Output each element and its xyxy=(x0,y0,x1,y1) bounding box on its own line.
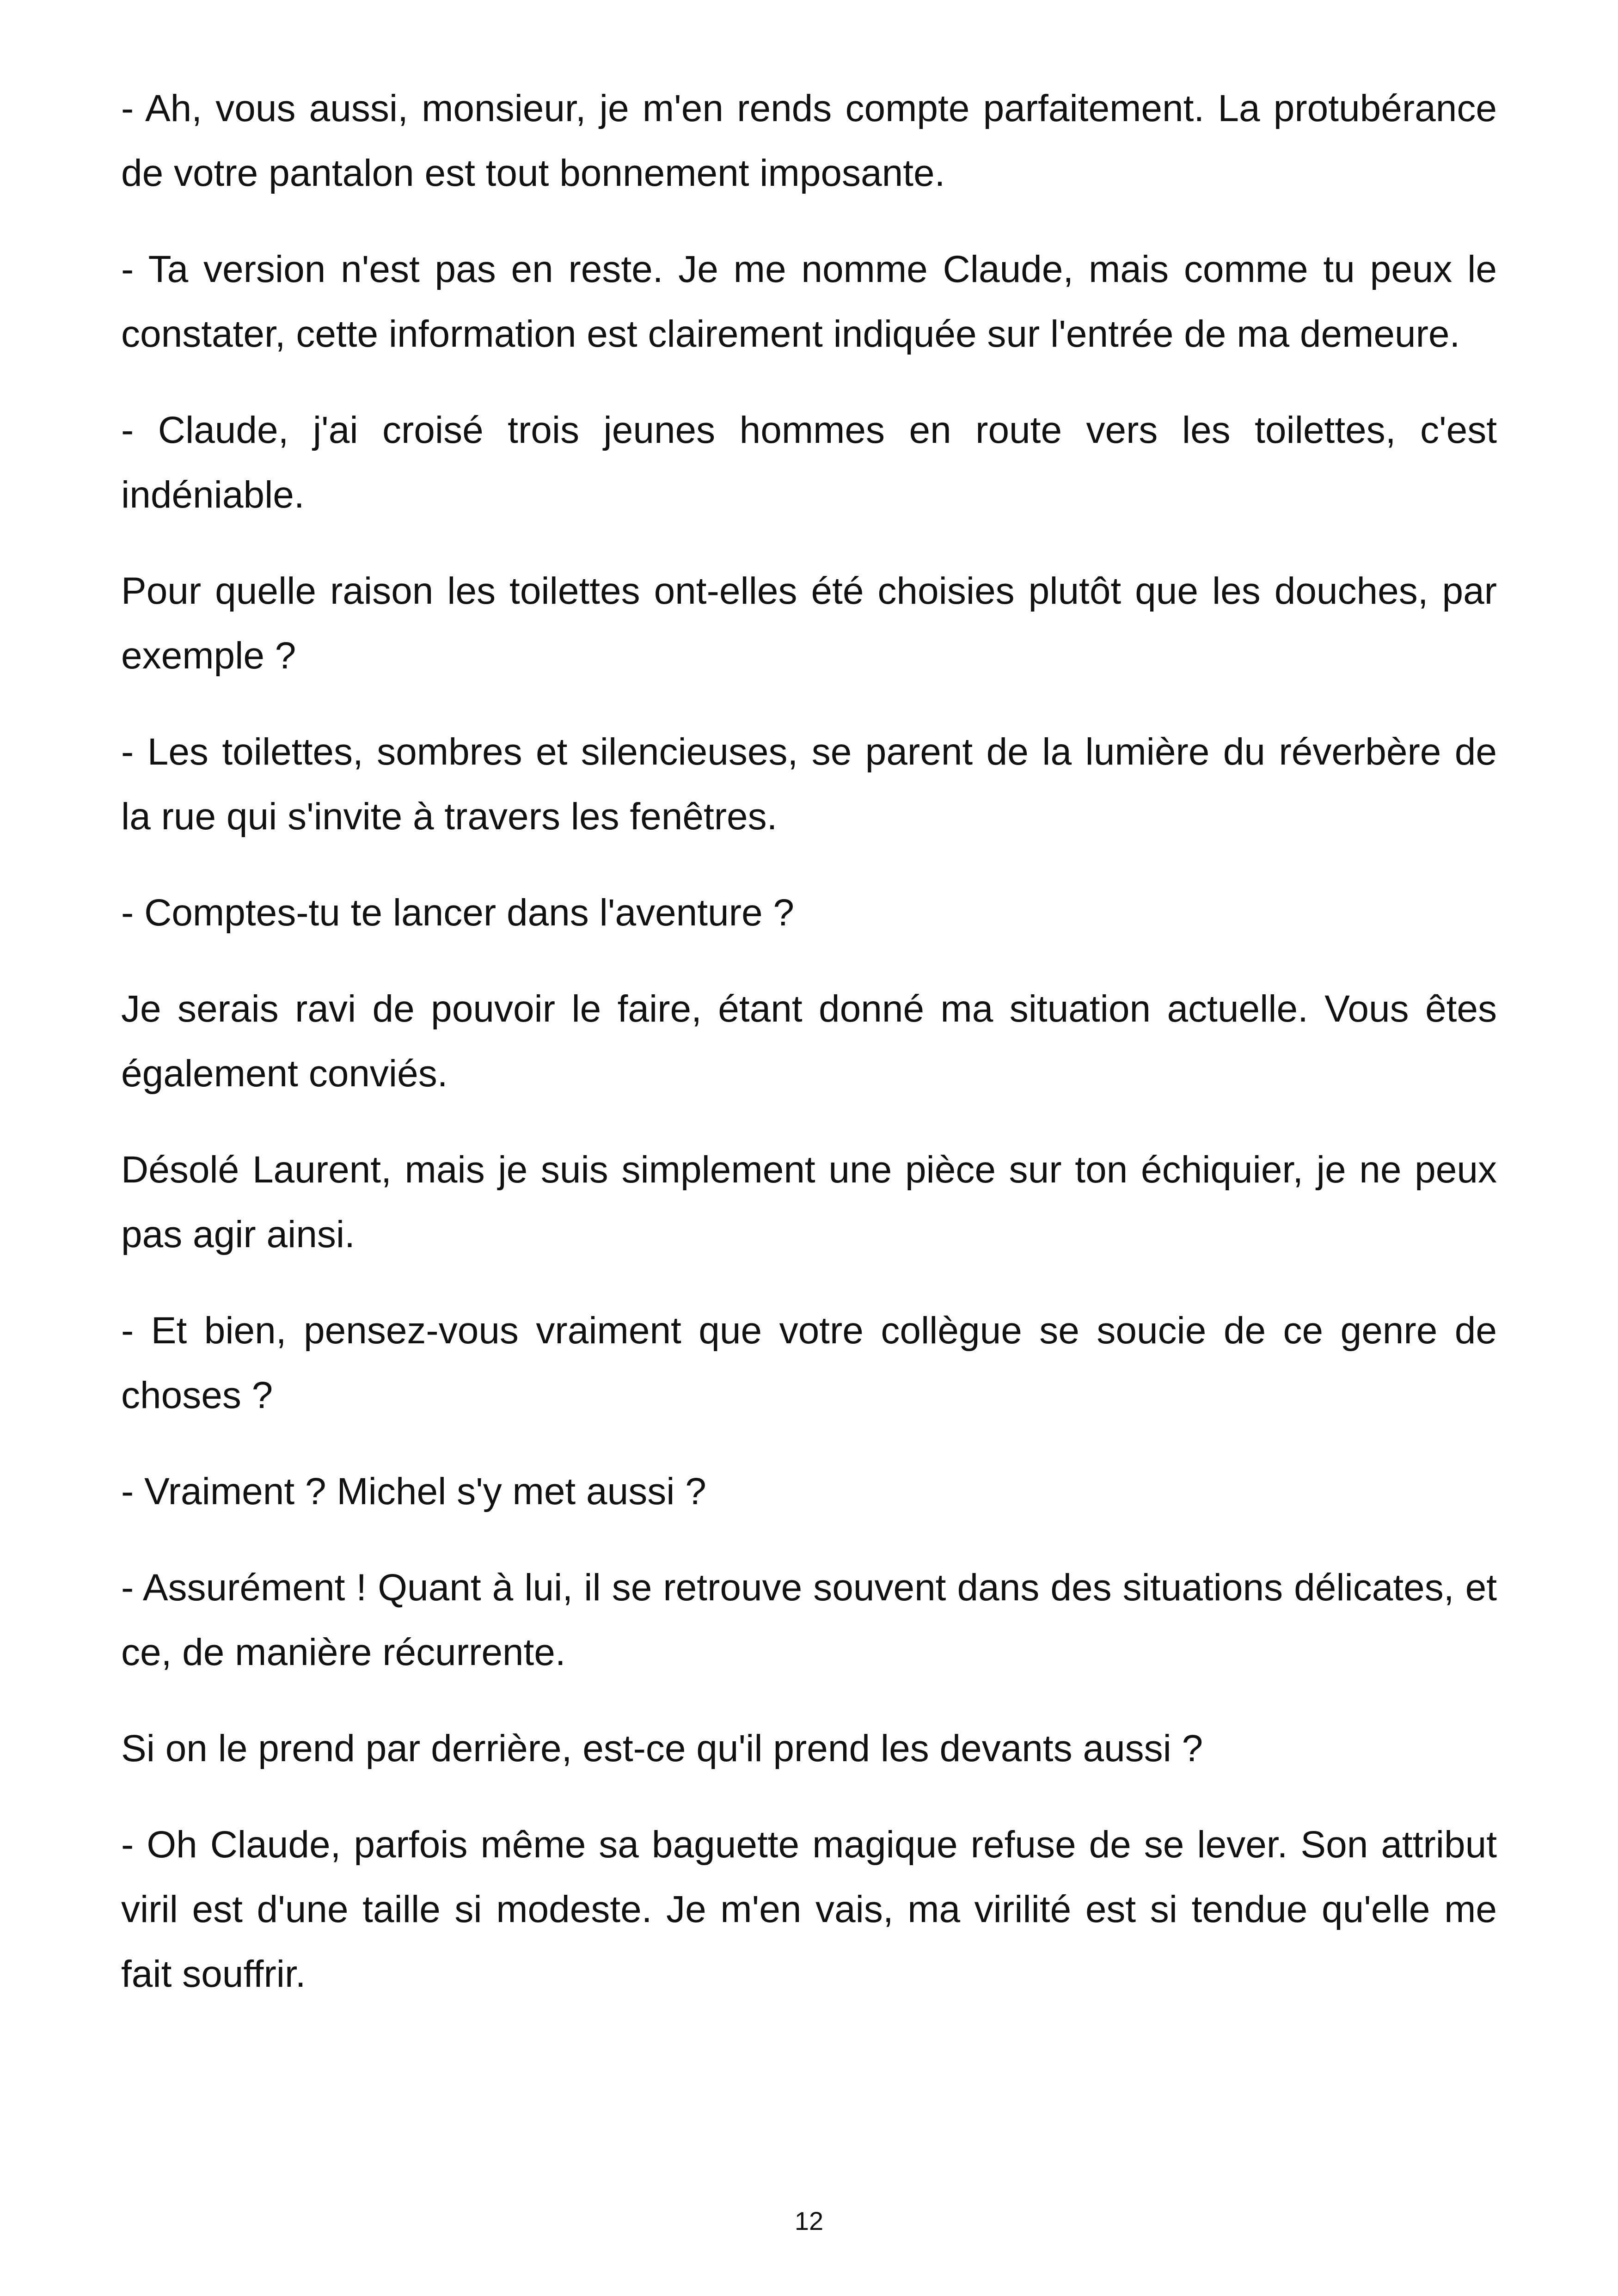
paragraph: - Et bien, pensez-vous vraiment que votre collègue se soucie de ce genre de choses ? xyxy=(121,1310,1497,1416)
paragraph: - Claude, j'ai croisé trois jeunes hommes en route vers les toilettes, c'est indéniable. xyxy=(121,409,1497,516)
paragraph: - Ta version n'est pas en reste. Je me nomme Claude, mais comme tu peux le constater, cette information est clairement indiquée sur l'entrée de ma demeure. xyxy=(121,248,1497,355)
paragraph: - Vraiment ? Michel s'y met aussi ? xyxy=(121,1470,706,1512)
body-text xyxy=(121,76,1497,2038)
paragraph: - Assurément ! Quant à lui, il se retrouve souvent dans des situations délicates, et ce, de manière récurrente. xyxy=(121,1567,1497,1673)
paragraph: Désolé Laurent, mais je suis simplement une pièce sur ton échiquier, je ne peux pas agir ainsi. xyxy=(121,1149,1497,1255)
page-number: 12 xyxy=(794,2206,824,2235)
paragraph: - Oh Claude, parfois même sa baguette magique refuse de se lever. Son attribut viril est d'une taille si modeste. Je m'en vais, ma virilité est si tendue qu'elle me fait souffrir. xyxy=(121,1824,1497,1995)
paragraph: Je serais ravi de pouvoir le faire, étant donné ma situation actuelle. Vous êtes également conviés. xyxy=(121,988,1497,1095)
paragraph: Si on le prend par derrière, est-ce qu'il prend les devants aussi ? xyxy=(121,1727,1203,1769)
paragraph: - Ah, vous aussi, monsieur, je m'en rends compte parfaitement. La protubérance de votre pantalon est tout bonnement imposante. xyxy=(121,87,1497,194)
paragraph: Pour quelle raison les toilettes ont-elles été choisies plutôt que les douches, par exemple ? xyxy=(121,570,1497,677)
paragraph: - Comptes-tu te lancer dans l'aventure ? xyxy=(121,892,794,934)
paragraph: - Les toilettes, sombres et silencieuses, se parent de la lumière du réverbère de la rue qui s'invite à travers les fenêtres. xyxy=(121,731,1497,838)
